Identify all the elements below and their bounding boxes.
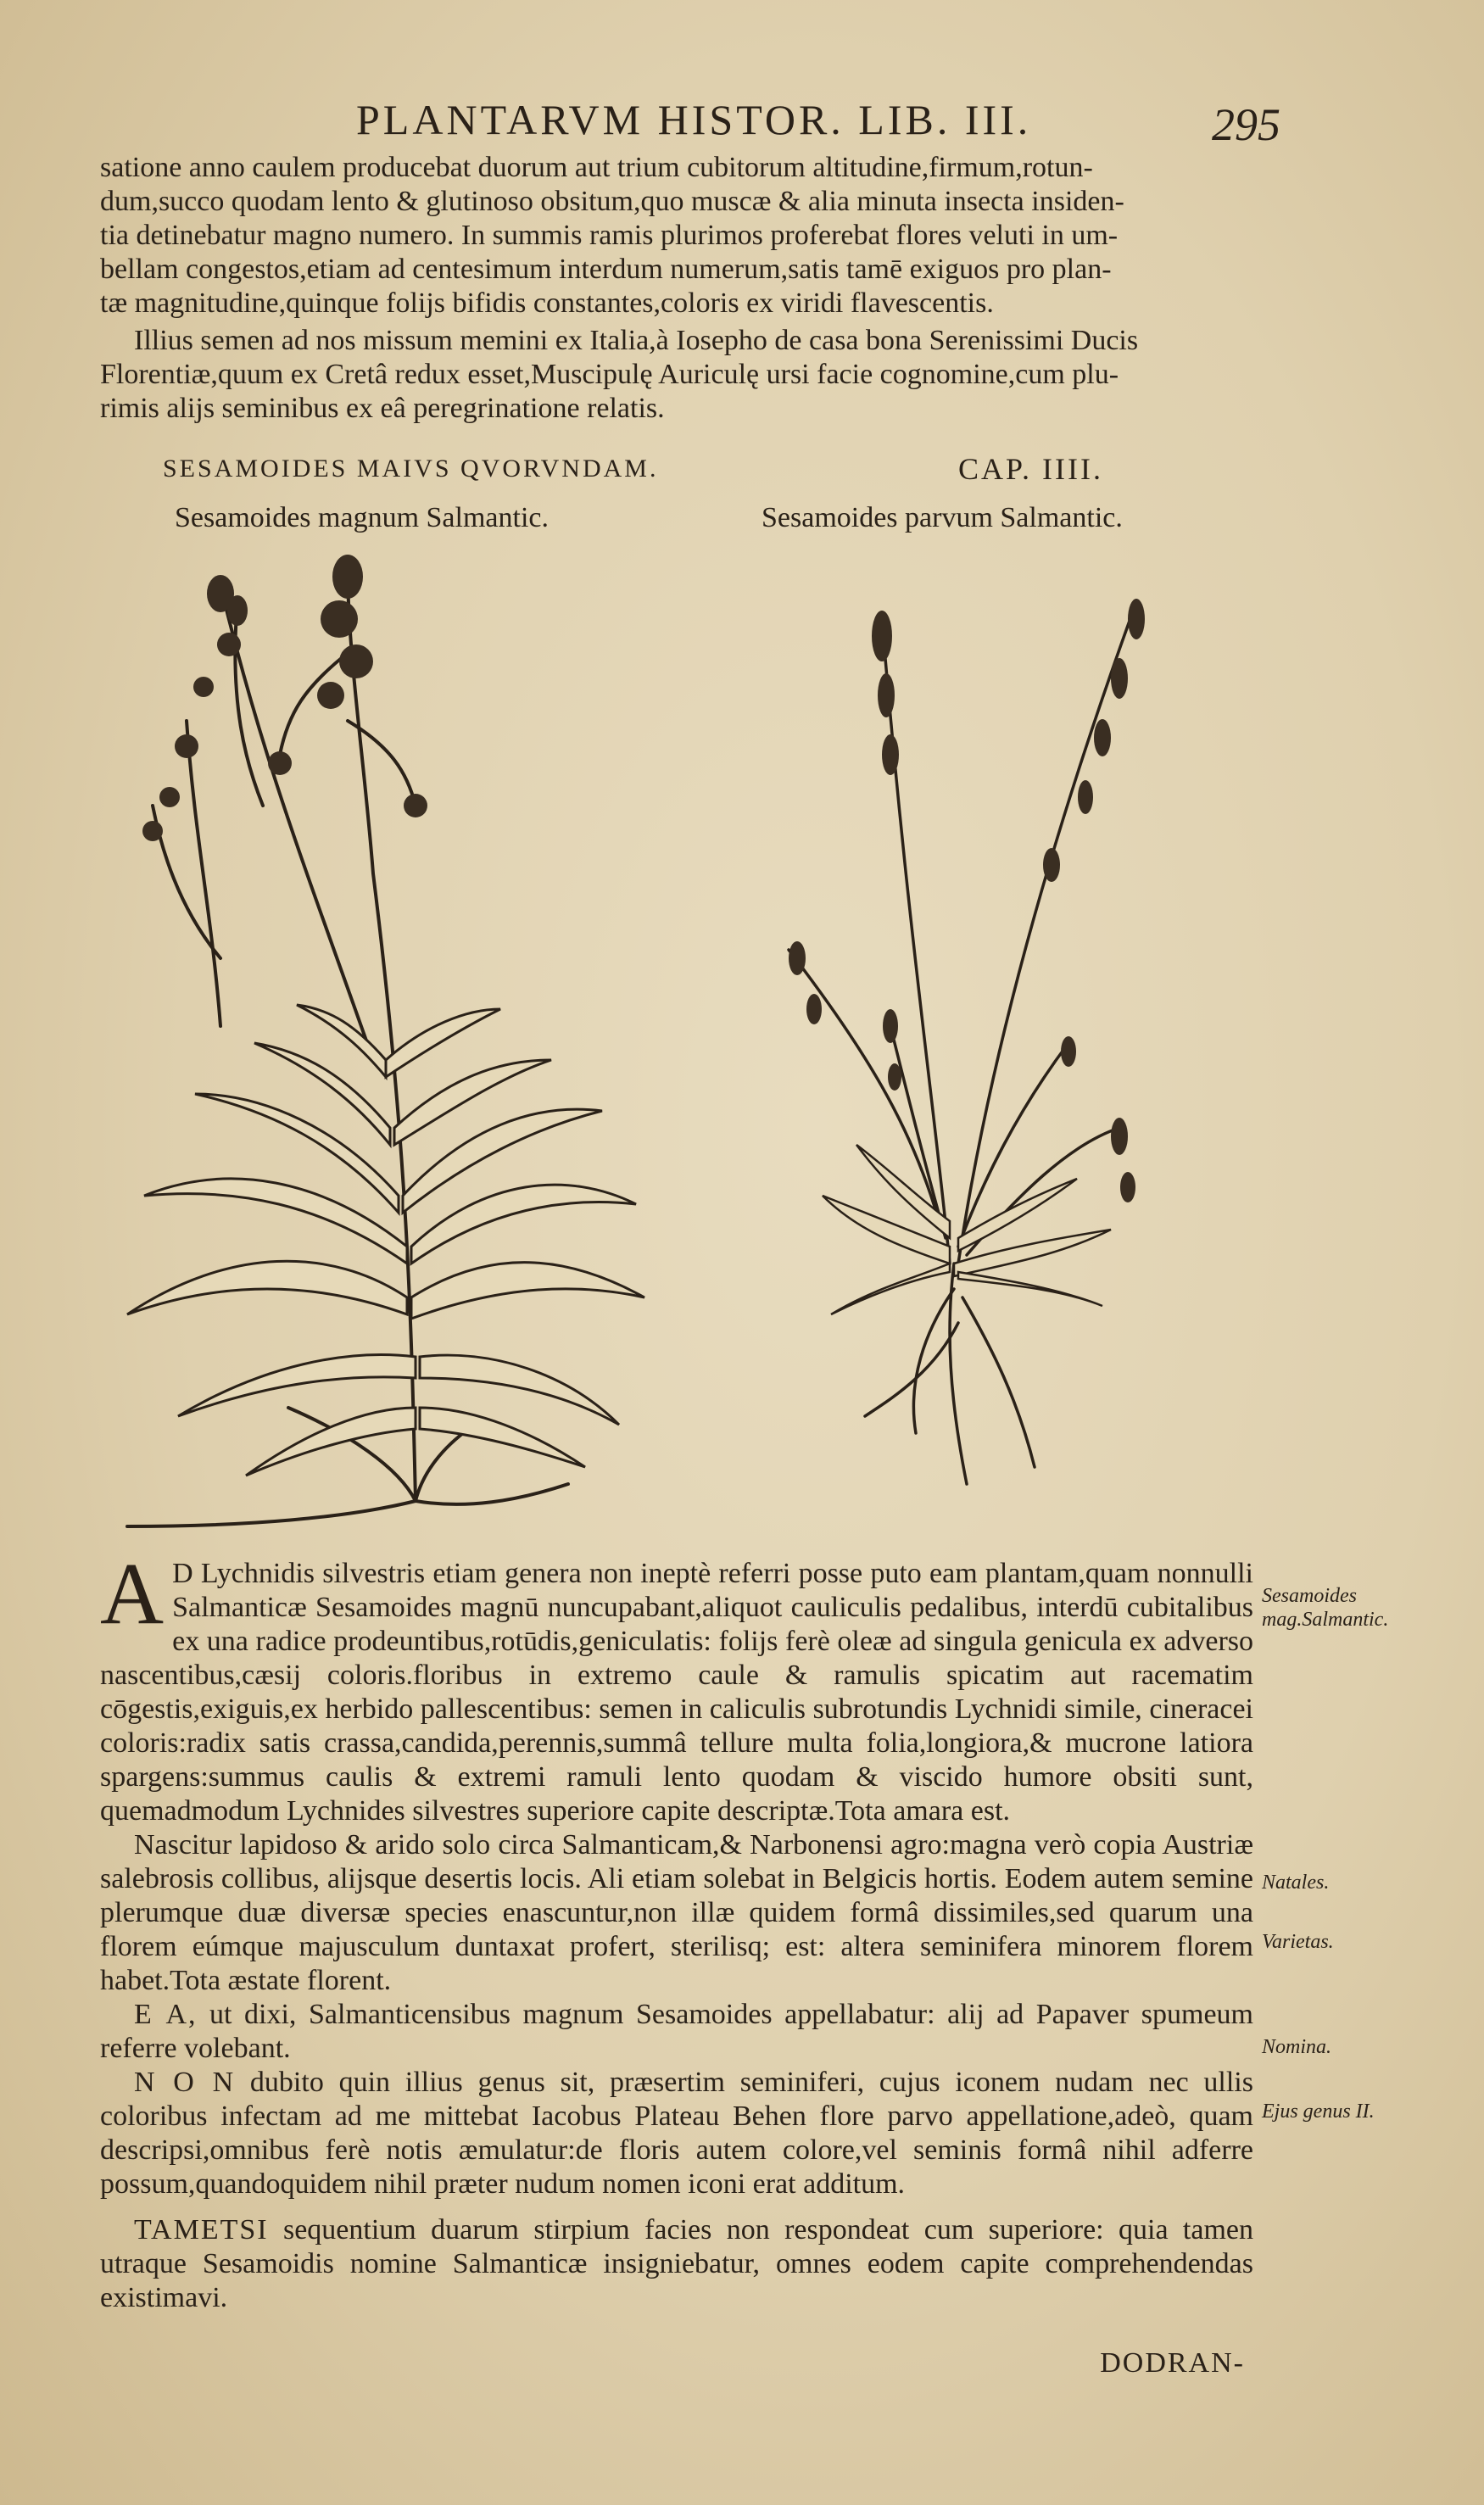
paragraph-4-lead: N O N [134,2067,236,2098]
text-line: satione anno caulem producebat duorum aut trium cubitorum altitudine,firmum,rotun- [100,152,1093,183]
paragraph-5 [100,2213,1253,2315]
margin-note-varietas: Varietas. [1262,1931,1334,1953]
top-paragraph [100,151,1270,321]
margin-note-ejus-genus: Ejus genus II. [1262,2101,1375,2123]
text-line: tia detinebatur magno numero. In summis ramis plurimos proferebat flores veluti in um- [100,220,1119,251]
paragraph-4 [100,2066,1253,2201]
margin-note-sesamoides: Sesamoides mag.Salmantic. [1262,1585,1389,1631]
second-paragraph [100,324,1270,426]
paragraph-5-text: sequentium duarum stirpium facies non respondeat cum superiore: quia tamen utraque Sesamoidis nomine Salmanticæ insigniebatur, omnes eodem capite comprehendendas existimavi. [100,2214,1253,2313]
text-line: bellam congestos,etiam ad centesimum interdum numerum,satis tamē exiguos pro plan- [100,254,1112,285]
margin-note-nomina: Nomina. [1262,2036,1332,2058]
text-line: Florentiæ,quum ex Cretâ redux esset,Muscipulę Auriculę ursi facie cognomine,cum plu- [100,359,1119,390]
paragraph-3-lead: E A, [134,1999,198,2030]
left-figure-caption: Sesamoides magnum Salmantic. [175,502,549,533]
paragraph-3-text: ut dixi, Salmanticensibus magnum Sesamoides appellabatur: alij ad Papaver spumeum referre volebant. [100,1999,1253,2064]
paragraph-3 [100,1998,1253,2066]
text-line: Illius semen ad nos missum memini ex Italia,à Iosepho de casa bona Serenissimi Ducis [134,325,1139,356]
chapter-heading: SESAMOIDES MAIVS QVORVNDAM. [163,455,659,483]
paragraph-2: Nascitur lapidoso & arido solo circa Salmanticam,& Narbonensi agro:magna verò copia Austriæ salebrosis collibus, alijsque desertis locis. Ali etiam solebat in Belgicis hortis. Eodem autem semine plerumque duæ diversæ species enascuntur,non illæ quidem formâ dissimiles,sed quarum una florem eúmque majusculum duntaxat profert, sterilisq; est: altera seminifera minorem florem habet.Tota æstate florent. [100,1829,1253,1996]
paragraph-1-text: D Lychnidis silvestris etiam genera non ineptè referri posse puto eam plantam,quam nonnulli Salmanticæ Sesamoides magnū nuncupabant,aliquot cauliculis pedalibus, interdū cubitalibus ex una radice prodeuntibus,rotūdis,geniculatis: folijs ferè oleæ ad singula genicula ex adverso nascentibus,cæsij coloris.floribus in extremo caule & ramulis spicatim aut racematim cōgestis,exiguis,ex herbido pallescentibus: semen in caliculis subrotundis Lychnidi simile, cineracei coloris:radix satis crassa,candida,perennis,summâ tellure multa folia,longiora,& mucrone latiora spargens:summus caulis & extremi ramuli lento quodam & viscido humore obsiti sunt, quemadmodum Lychnides silvestres superiore capite descriptæ.Tota amara est. [100,1558,1253,1827]
woodcut-sesamoides-parvum [763,585,1187,1518]
paragraph-4-text: dubito quin illius genus sit, præsertim seminiferi, cujus iconem nudam nec ullis coloribus infectam ad me mittebat Iacobus Plateau Behen flore parvo appellatione,adeò, quam descripsi,omnibus ferè notis æmulatur:de floris autem colore,vel seminis formâ nihil adferre possum,quandoquidem nihil præter nudum nomen iconi erat additum. [100,2067,1253,2200]
woodcut-sesamoides-magnum [93,551,670,1543]
running-title: PLANTARVM HISTOR. LIB. III. [356,96,1032,143]
catchword: DODRAN- [1100,2347,1245,2379]
text-line: rimis alijs seminibus ex eâ peregrinatione relatis. [100,393,665,424]
text-line: tæ magnitudine,quinque folijs bifidis constantes,coloris ex viridi flavescentis. [100,287,994,319]
main-text [100,1545,1253,2315]
paragraph-1 [100,1545,1253,1828]
right-figure-caption: Sesamoides parvum Salmantic. [762,502,1123,533]
text-line: dum,succo quodam lento & glutinoso obsitum,quo muscæ & alia minuta insecta insiden- [100,186,1124,217]
margin-note-natales: Natales. [1262,1872,1330,1894]
chapter-number: CAP. IIII. [958,452,1103,486]
dropcap: A [100,1545,165,1643]
page-header [356,95,1280,150]
page-number: 295 [1212,99,1280,150]
paragraph-5-lead: TAMETSI [134,2214,269,2246]
